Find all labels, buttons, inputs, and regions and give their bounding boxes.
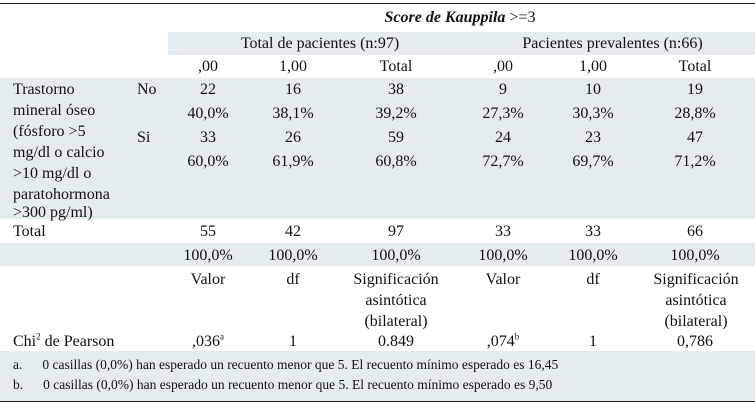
subheader-col2: 1,00 bbox=[279, 58, 307, 75]
cell-total-pct-1: 100,0% bbox=[183, 247, 233, 264]
cell-no-pct-4: 27,3% bbox=[482, 105, 524, 122]
row-variable-label-line1: Trastorno bbox=[13, 81, 75, 98]
cell-si-pct-5: 69,7% bbox=[572, 153, 614, 170]
cell-no-count-1: 22 bbox=[200, 81, 216, 98]
row-variable-label-line6: paratohormona bbox=[13, 186, 110, 203]
chi-sig-2: 0,786 bbox=[677, 333, 713, 350]
cell-total-pct-6: 100,0% bbox=[670, 247, 720, 264]
cell-si-pct-4: 72,7% bbox=[482, 153, 524, 170]
chi-df-1: 1 bbox=[289, 333, 297, 350]
cell-si-pct-6: 71,2% bbox=[674, 153, 716, 170]
cell-si-count-4: 24 bbox=[495, 129, 511, 146]
stat-header-sig-1-line1: Significación bbox=[353, 271, 439, 288]
cell-total-count-3: 97 bbox=[388, 223, 404, 240]
cell-no-pct-1: 40,0% bbox=[187, 105, 229, 122]
cell-no-pct-3: 39,2% bbox=[375, 105, 417, 122]
cell-total-count-6: 66 bbox=[687, 223, 703, 240]
stat-header-valor-1: Valor bbox=[190, 271, 226, 288]
cell-no-pct-5: 30,3% bbox=[572, 105, 614, 122]
footnote-a: a. 0 casillas (0,0%) han esperado un recuento menor que 5. El recuento mínimo esperado es 16,45 bbox=[13, 357, 559, 372]
row-variable-label-line7: >300 pg/ml) bbox=[13, 204, 93, 221]
subheader-col4: ,00 bbox=[493, 58, 513, 75]
stat-header-df-2: df bbox=[586, 271, 600, 288]
table-top-border bbox=[0, 3, 755, 4]
cell-total-pct-5: 100,0% bbox=[568, 247, 618, 264]
cell-si-count-1: 33 bbox=[200, 129, 216, 146]
row-variable-label-line5: >10 mg/dl o bbox=[13, 165, 92, 182]
cell-no-pct-6: 28,8% bbox=[674, 105, 716, 122]
subheader-col3: Total bbox=[379, 58, 413, 75]
stat-header-sig-1-line2: asintótica bbox=[365, 292, 427, 309]
row-variable-label-line2: mineral óseo bbox=[13, 102, 96, 119]
stat-header-sig-2-line2: asintótica bbox=[665, 292, 727, 309]
cell-si-pct-3: 60,8% bbox=[375, 153, 417, 170]
subheader-col1: ,00 bbox=[198, 58, 218, 75]
cell-total-pct-4: 100,0% bbox=[478, 247, 528, 264]
cell-no-count-4: 9 bbox=[499, 81, 507, 98]
table-bottom-border bbox=[0, 401, 755, 402]
cell-no-pct-2: 38,1% bbox=[272, 105, 314, 122]
footnote-b: b. 0 casillas (0,0%) han esperado un recuento menor que 5. El recuento mínimo esperado es 9,50 bbox=[13, 377, 553, 392]
cell-total-count-1: 55 bbox=[200, 223, 216, 240]
chi-valor-1: ,036$^a$ bbox=[192, 331, 224, 350]
category-si: Si bbox=[137, 129, 151, 146]
shade-variable-block bbox=[0, 78, 755, 219]
group-header-total: Total de pacientes (n:97) bbox=[240, 35, 400, 52]
chi-row-label: Chi$^2$ de Pearson bbox=[13, 331, 115, 350]
cell-no-count-5: 10 bbox=[585, 81, 601, 98]
stat-header-sig-2-line1: Significación bbox=[653, 271, 739, 288]
cell-no-count-6: 19 bbox=[687, 81, 703, 98]
stat-header-sig-2-line3: (bilateral) bbox=[664, 313, 728, 330]
chi-valor-2: ,074$^b$ bbox=[486, 331, 520, 350]
cell-si-count-3: 59 bbox=[388, 129, 404, 146]
cell-si-count-6: 47 bbox=[687, 129, 703, 146]
cell-total-pct-2: 100,0% bbox=[268, 247, 318, 264]
stat-header-sig-1-line3: (bilateral) bbox=[364, 313, 428, 330]
cell-total-pct-3: 100,0% bbox=[371, 247, 421, 264]
cell-total-count-4: 33 bbox=[495, 223, 511, 240]
cell-total-count-2: 42 bbox=[285, 223, 301, 240]
row-variable-label-line3: (fósforo >5 bbox=[13, 123, 86, 140]
stat-header-valor-2: Valor bbox=[485, 271, 521, 288]
cell-total-count-5: 33 bbox=[585, 223, 601, 240]
total-row-label: Total bbox=[13, 223, 46, 240]
cell-si-count-2: 26 bbox=[285, 129, 301, 146]
row-variable-label-line4: mg/dl o calcio bbox=[13, 144, 105, 161]
subheader-col5: 1,00 bbox=[579, 58, 607, 75]
subheader-col6: Total bbox=[678, 58, 712, 75]
chi-df-2: 1 bbox=[589, 333, 597, 350]
cell-si-pct-1: 60,0% bbox=[187, 153, 229, 170]
cell-no-count-2: 16 bbox=[285, 81, 301, 98]
score-title: Score de Kauppila >=3 bbox=[384, 9, 536, 26]
chi-sig-1: 0.849 bbox=[378, 333, 414, 350]
stat-header-df-1: df bbox=[286, 271, 300, 288]
cell-si-count-5: 23 bbox=[585, 129, 601, 146]
cell-no-count-3: 38 bbox=[388, 81, 404, 98]
category-no: No bbox=[137, 81, 157, 98]
group-header-prevalentes: Pacientes prevalentes (n:66) bbox=[522, 35, 703, 52]
cell-si-pct-2: 61,9% bbox=[272, 153, 314, 170]
